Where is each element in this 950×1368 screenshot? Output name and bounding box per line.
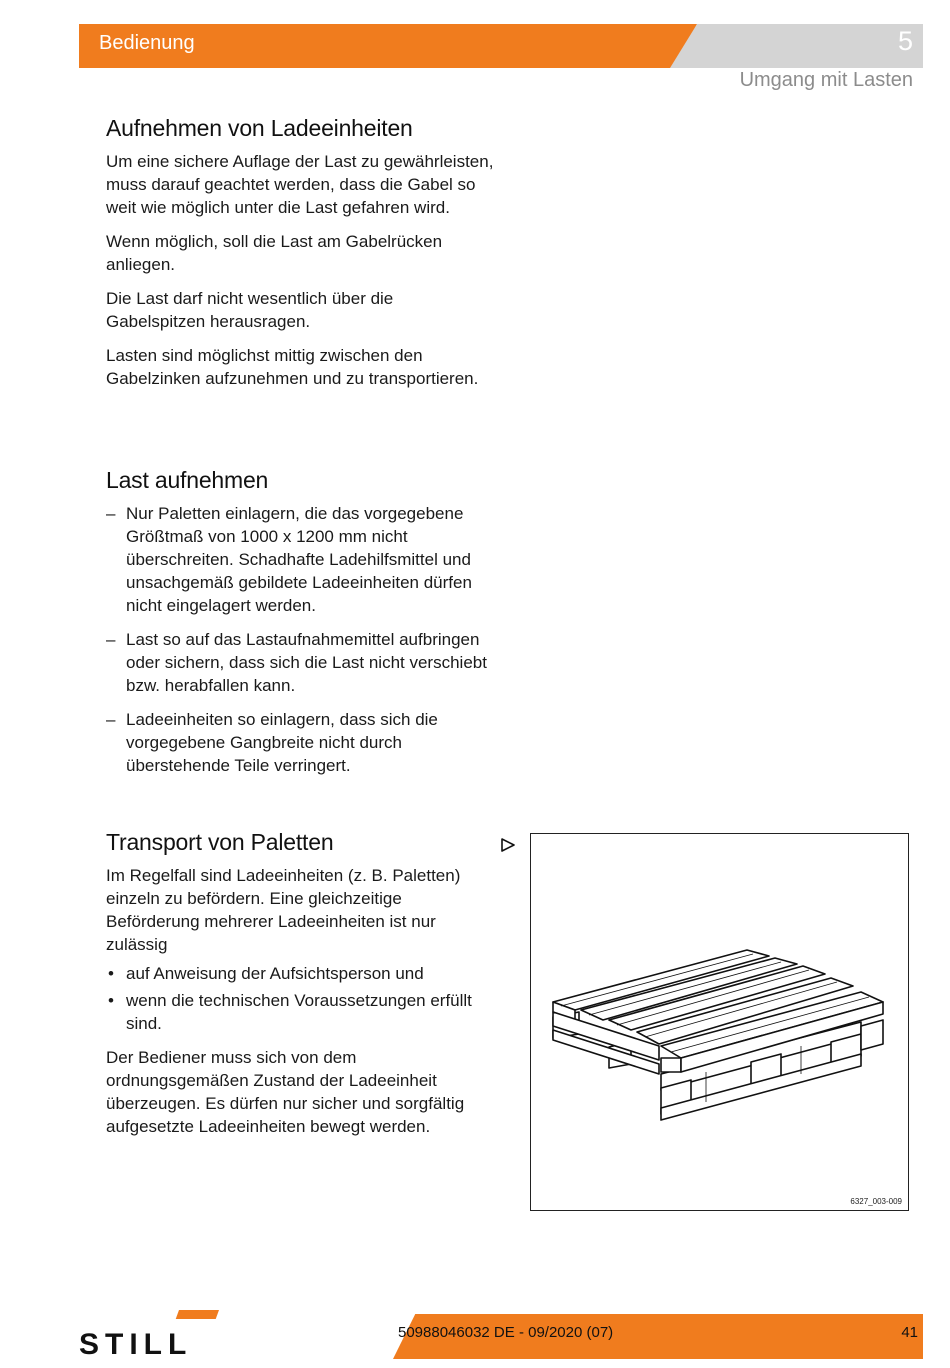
figure-pallet <box>530 833 909 1211</box>
section-subtitle: Umgang mit Lasten <box>739 69 913 91</box>
section-transport <box>106 831 496 1149</box>
section-last-aufnehmen <box>106 469 496 788</box>
list-item <box>106 708 496 777</box>
section-heading: Last aufnehmen <box>106 467 269 493</box>
paragraph: Im Regelfall sind Ladeeinheiten (z. B. Paletten) einzeln zu befördern. Eine gleichzeitige Beförderung mehrerer Ladeeinheiten ist nur zulässig <box>106 866 461 954</box>
list-item <box>106 628 496 697</box>
page-number: 41 <box>901 1324 918 1341</box>
section-aufnehmen <box>106 117 496 401</box>
list-item-text: auf Anweisung der Aufsichtsperson und <box>126 964 424 983</box>
dash-list <box>106 502 496 777</box>
triangle-right-icon <box>500 837 516 853</box>
paragraph: Um eine sichere Auflage der Last zu gewährleisten, muss darauf geachtet werden, dass die Gabel so weit wie möglich unter die Last gefahren wird. <box>106 152 494 217</box>
section-heading: Aufnehmen von Ladeeinheiten <box>106 115 413 141</box>
still-logo <box>79 1310 239 1358</box>
chapter-tab <box>670 24 923 68</box>
dash-marker: – <box>106 710 116 729</box>
bullet-marker: • <box>108 991 114 1010</box>
dash-marker: – <box>106 630 116 649</box>
list-item <box>106 502 496 617</box>
paragraph: Die Last darf nicht wesentlich über die Gabelspitzen herausragen. <box>106 289 394 331</box>
paragraph: Der Bediener muss sich von dem ordnungsgemäßen Zustand der Ladeeinheit überzeugen. Es dürfen nur sicher und sorgfältig aufgesetzte Ladeeinheiten bewegt werden. <box>106 1048 465 1136</box>
list-item-text: Ladeeinheiten so einlagern, dass sich die vorgegebene Gangbreite nicht durch überstehende Teile verringert. <box>126 710 438 775</box>
pallet-illustration <box>531 834 910 1212</box>
header-title: Bedienung <box>99 32 195 54</box>
chapter-number: 5 <box>897 26 913 56</box>
list-item <box>106 962 496 985</box>
figure-code: 6327_003-009 <box>850 1197 902 1206</box>
paragraph: Lasten sind möglichst mittig zwischen den Gabelzinken aufzunehmen und zu transportieren. <box>106 346 479 388</box>
paragraph: Wenn möglich, soll die Last am Gabelrücken anliegen. <box>106 232 443 274</box>
bullet-list <box>106 962 496 1035</box>
dash-marker: – <box>106 504 116 523</box>
list-item-text: wenn die technischen Voraussetzungen erfüllt sind. <box>126 991 472 1033</box>
list-item-text: Nur Paletten einlagern, die das vorgegebene Größtmaß von 1000 x 1200 mm nicht überschreiten. Schadhafte Ladehilfsmittel und unsachgemäß gebildete Ladeeinheiten dürfen nicht eingelagert werden. <box>126 504 472 615</box>
document-id: 50988046032 DE - 09/2020 (07) <box>398 1324 614 1341</box>
list-item-text: Last so auf das Lastaufnahmemittel aufbringen oder sichern, dass sich die Last nicht verschiebt bzw. herabfallen kann. <box>126 630 487 695</box>
list-item <box>106 989 496 1035</box>
section-heading: Transport von Paletten <box>106 829 334 855</box>
bullet-marker: • <box>108 964 114 983</box>
svg-text:STILL: STILL <box>79 1328 193 1358</box>
